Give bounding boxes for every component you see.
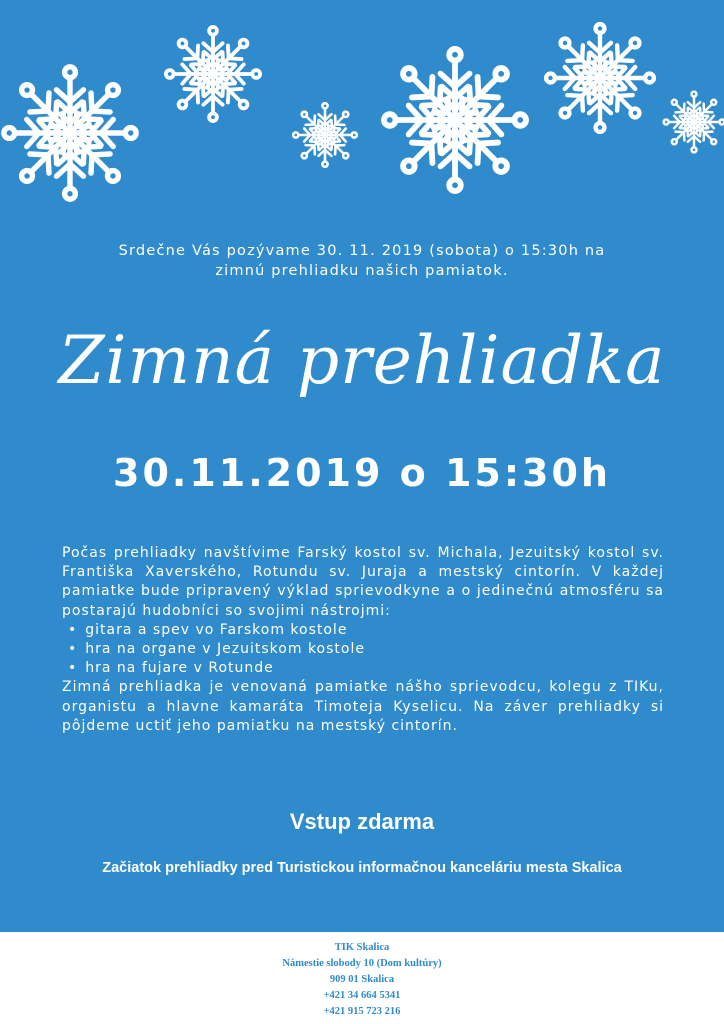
footer-contact bbox=[0, 940, 724, 1020]
snowflake-icon bbox=[293, 103, 357, 167]
invitation-text bbox=[40, 241, 684, 281]
snowflake-icon bbox=[166, 27, 260, 121]
invitation-line-2: zimnú prehliadku našich pamiatok. bbox=[215, 263, 509, 279]
snowflake-icon bbox=[4, 67, 136, 199]
list-item: • hra na organe v Jezuitskom kostole bbox=[62, 640, 664, 659]
snowflake-decoration bbox=[0, 0, 724, 220]
footer-phone-1: +421 34 664 5341 bbox=[323, 990, 401, 1001]
page-title: Zimná prehliadka bbox=[58, 322, 666, 399]
event-description bbox=[62, 544, 664, 736]
snowflake-icon bbox=[546, 24, 654, 132]
free-entry-heading: Vstup zdarma bbox=[289, 809, 435, 834]
footer-org: TIK Skalica bbox=[334, 942, 390, 953]
list-item: • hra na fujare v Rotunde bbox=[62, 659, 664, 678]
footer-city: 909 01 Skalica bbox=[329, 974, 395, 985]
description-outro: Zimná prehliadka je venovaná pamiatke nášho sprievodcu, kolegu z TIKu, organistu a hlavne kamaráta Timoteja Kyselicu. Na záver prehliadky si pôjdeme uctiť jeho pamiatku na mestský cintorín. bbox=[62, 679, 664, 734]
list-item: • gitara a spev vo Farskom kostole bbox=[62, 621, 664, 640]
snowflake-icon bbox=[384, 49, 526, 191]
invitation-line-1: Srdečne Vás pozývame 30. 11. 2019 (sobota) o 15:30h na bbox=[118, 243, 606, 259]
event-datetime: 30.11.2019 o 15:30h bbox=[113, 451, 611, 495]
snowflake-icon bbox=[664, 92, 724, 153]
description-intro: Počas prehliadky navštívime Farský kostol sv. Michala, Jezuitský kostol sv. Františka Xaverského, Rotundu sv. Juraja a mestský cintorín. V každej pamiatke bude pripravený výklad sprievodkyne a o jedinečnú atmosféru sa postarajú hudobníci so svojimi nástrojmi: bbox=[62, 545, 664, 619]
footer-address: Námestie slobody 10 (Dom kultúry) bbox=[282, 958, 442, 969]
footer-phone-2: +421 915 723 216 bbox=[323, 1006, 401, 1017]
start-location: Začiatok prehliadky pred Turistickou informačnou kanceláriu mesta Skalica bbox=[102, 860, 622, 876]
activity-list bbox=[62, 621, 664, 679]
